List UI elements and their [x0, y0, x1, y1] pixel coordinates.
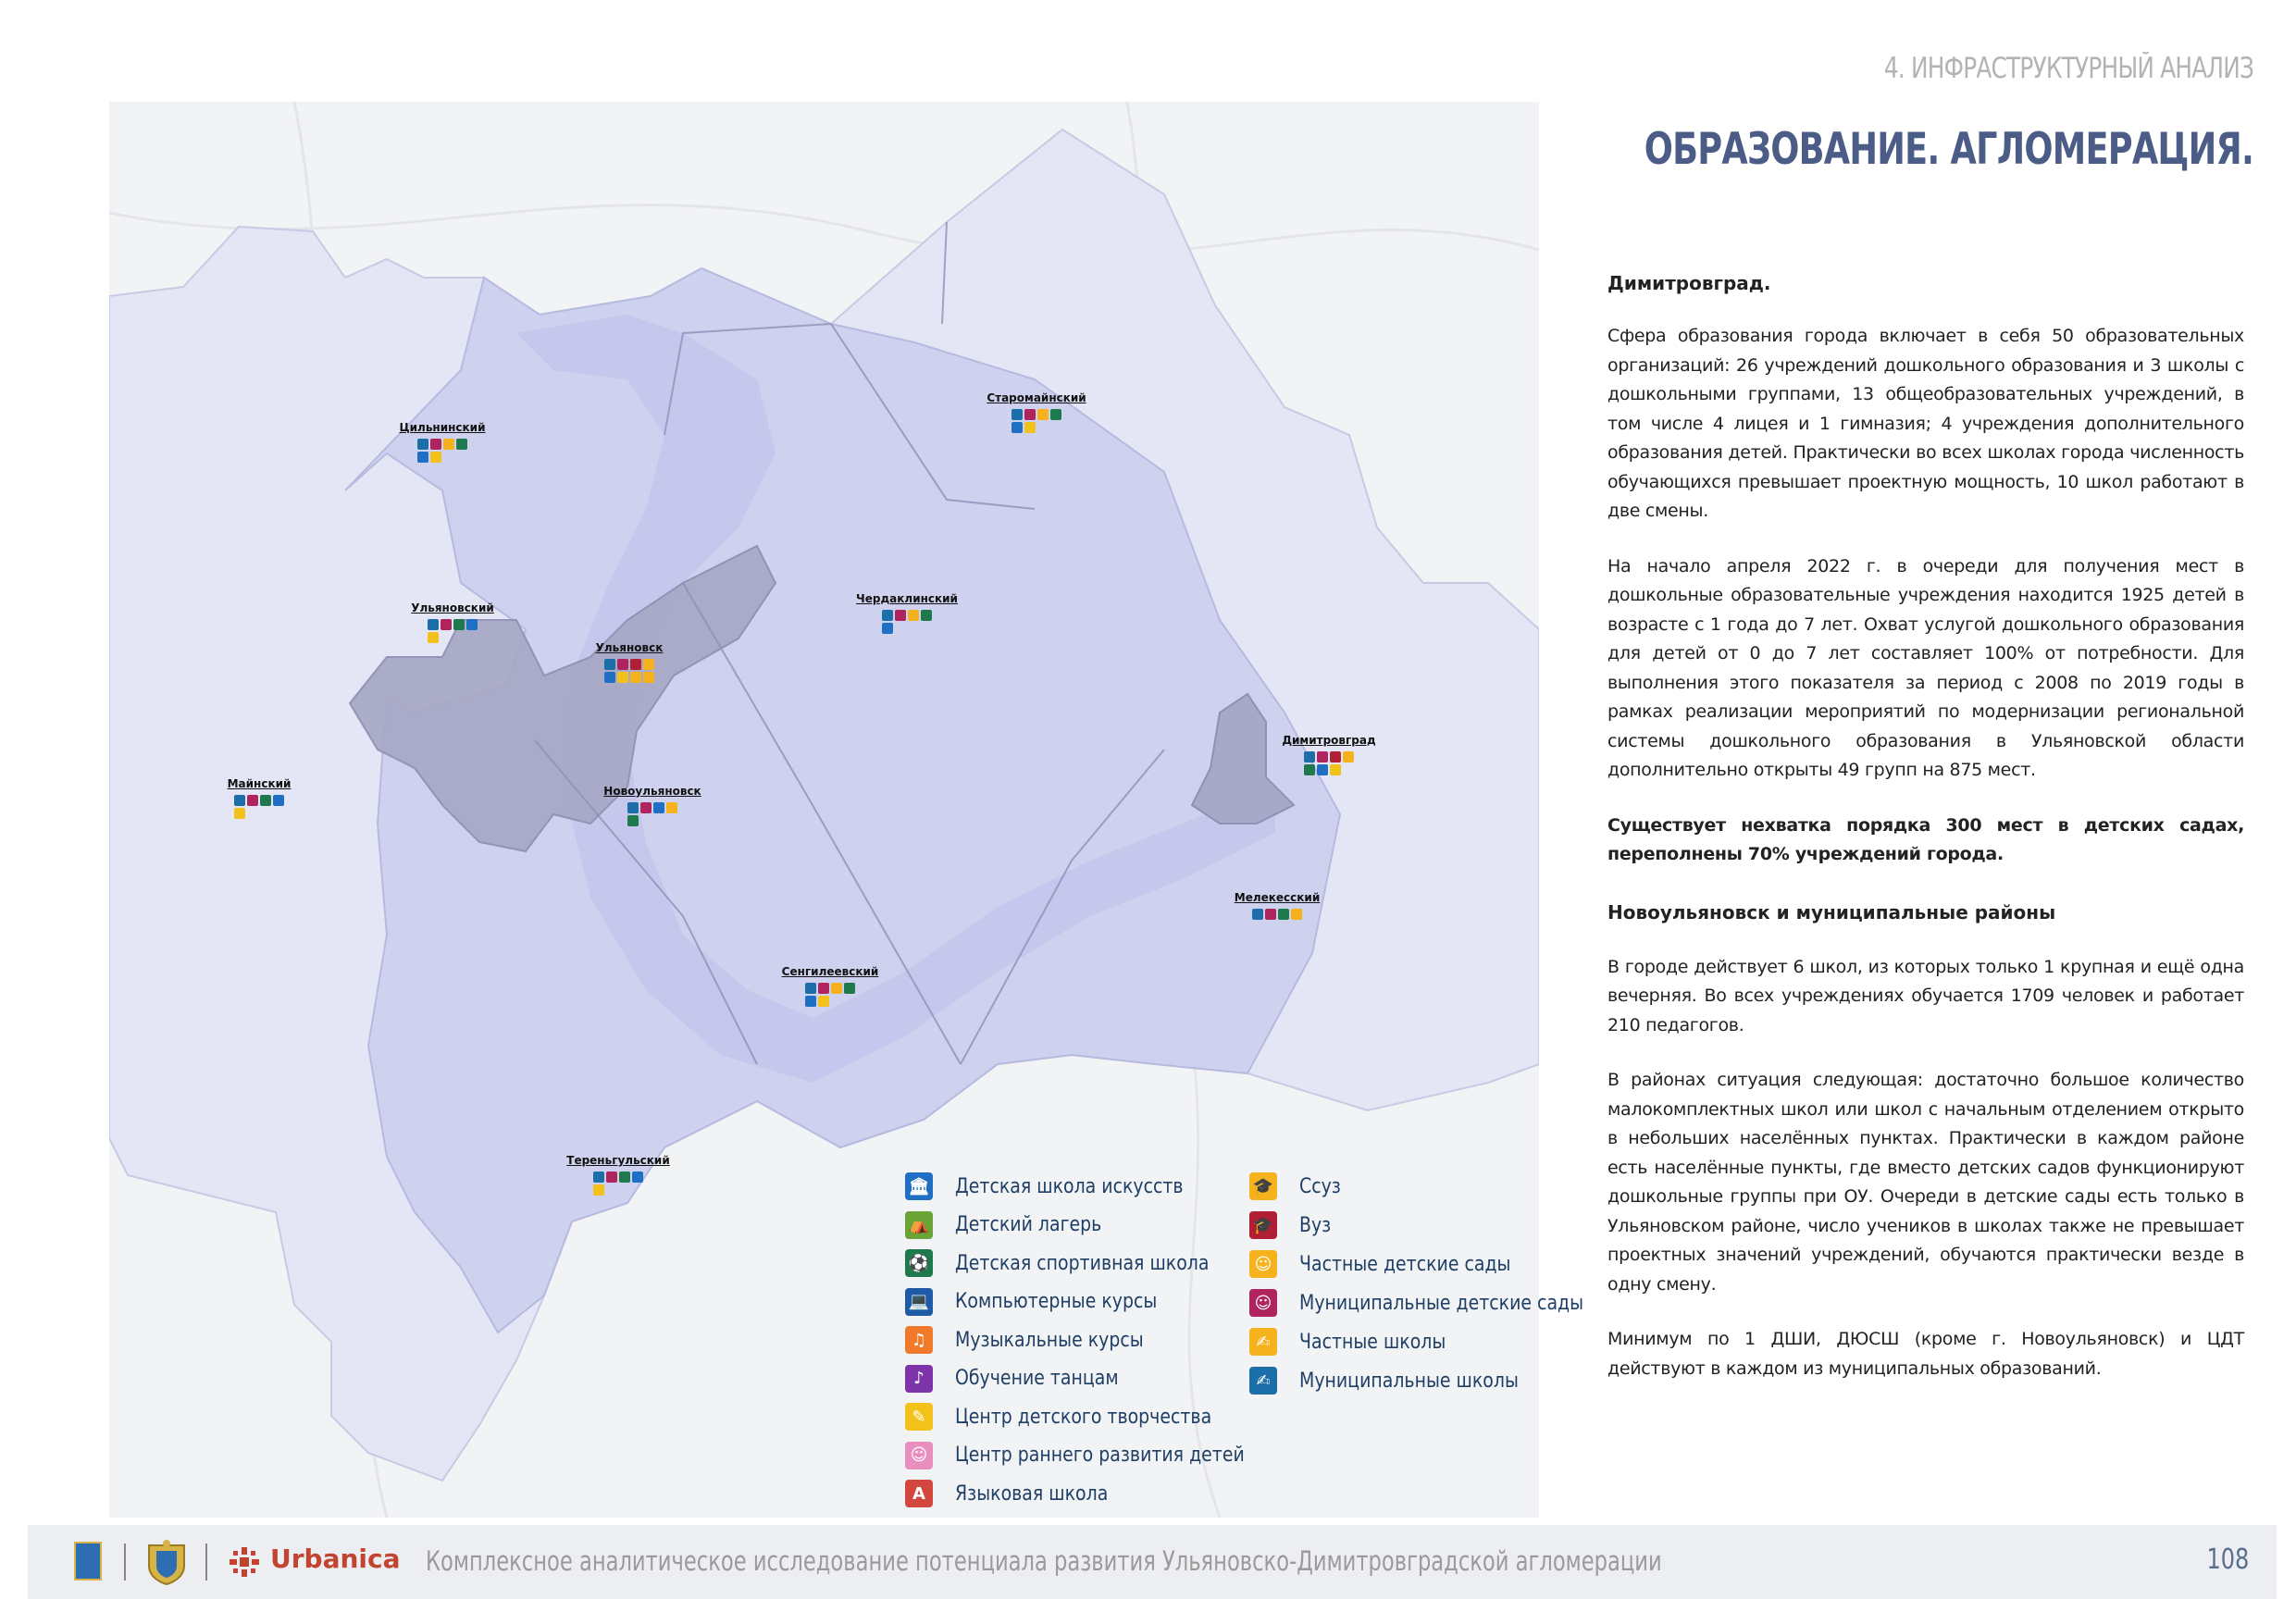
district-label: Чердаклинский	[856, 592, 958, 605]
art-school-icon	[1317, 764, 1328, 775]
region-flag-icon	[74, 1542, 102, 1581]
legend-label: Детский лагерь	[955, 1213, 1102, 1236]
district-facility-icons	[1304, 751, 1354, 775]
legend-item-computer-courses	[905, 1286, 1190, 1318]
sports-school-icon	[844, 983, 855, 994]
municipal-kindergarten-icon	[430, 439, 441, 450]
legend-label: Центр раннего развития детей	[955, 1444, 1245, 1467]
section-label: 4. ИНФРАСТРУКТУРНЫЙ АНАЛИЗ	[1883, 52, 2253, 85]
music-courses-icon: ♫	[905, 1326, 933, 1354]
private-kindergarten-icon	[1037, 409, 1049, 420]
arts-center-icon: ✎	[905, 1403, 933, 1431]
coat-of-arms-icon	[145, 1538, 188, 1586]
legend-item-municipal-kindergarten	[1249, 1287, 1630, 1319]
language-school-icon: A	[905, 1480, 933, 1507]
legend-item-college	[1249, 1171, 1347, 1202]
municipal-kindergarten-icon	[640, 802, 652, 813]
district-label: Новоульяновск	[603, 785, 701, 798]
legend-item-private-school	[1249, 1326, 1470, 1357]
legend-item-art-school	[905, 1171, 1221, 1202]
text-column	[1607, 268, 2244, 1383]
camp-icon: ⛺	[905, 1211, 933, 1239]
brand-name: Urbanica	[270, 1543, 401, 1574]
district-facility-icons	[1252, 909, 1302, 920]
university-icon: 🎓	[1249, 1211, 1277, 1239]
university-icon	[1330, 751, 1341, 762]
private-school-icon	[630, 672, 641, 683]
district-label: Старомайнский	[987, 391, 1086, 404]
district-facility-icons	[1011, 409, 1061, 433]
computer-courses-icon: 💻	[905, 1288, 933, 1316]
legend-label: Центр детского творчества	[955, 1405, 1212, 1429]
district-label: Димитровград	[1282, 734, 1376, 747]
sports-school-icon	[1278, 909, 1289, 920]
sports-school-icon	[1304, 764, 1315, 775]
sports-school-icon	[619, 1172, 630, 1183]
district-facility-icons	[234, 795, 284, 819]
legend-item-language-school	[905, 1478, 1133, 1509]
legend-label: Частные детские сады	[1299, 1252, 1511, 1276]
legend-label: Языковая школа	[955, 1481, 1109, 1506]
municipal-kindergarten-icon	[1024, 409, 1036, 420]
legend-column-right	[1249, 1171, 1584, 1522]
dimitrovgrad-shortage-note: Существует нехватка порядка 300 мест в детских садах, переполнены 70% учреждений города.	[1607, 814, 2244, 864]
municipal-kindergarten-icon	[441, 619, 452, 630]
private-kindergarten-icon	[643, 672, 654, 683]
arts-center-icon	[234, 808, 245, 819]
district-label: Ульяновск	[595, 641, 664, 654]
district-label: Сенгилеевский	[781, 965, 879, 978]
college-icon	[831, 983, 842, 994]
art-school-icon	[273, 795, 284, 806]
art-school-icon	[632, 1172, 643, 1183]
municipal-school-icon	[593, 1172, 604, 1183]
municipal-school-icon: ✍	[1249, 1367, 1277, 1395]
legend-item-municipal-school	[1249, 1365, 1554, 1396]
footer-divider	[124, 1543, 126, 1581]
district-label: Ульяновский	[411, 601, 494, 614]
arts-center-icon	[593, 1184, 604, 1196]
sports-school-icon	[627, 815, 639, 826]
college-icon	[1343, 751, 1354, 762]
sports-school-icon	[456, 439, 467, 450]
legend-label: Частные школы	[1299, 1330, 1446, 1354]
legend-label: Муниципальные детские сады	[1299, 1291, 1584, 1315]
legend-item-music-courses	[905, 1324, 1174, 1356]
municipal-kindergarten-icon	[818, 983, 829, 994]
arts-center-icon	[428, 632, 439, 643]
private-kindergarten-icon: ☺	[1249, 1250, 1277, 1278]
legend-label: Муниципальные школы	[1299, 1369, 1519, 1393]
arts-center-icon	[1330, 764, 1341, 775]
private-school-icon: ✍	[1249, 1328, 1277, 1356]
municipal-school-icon	[417, 439, 428, 450]
sports-school-icon	[1050, 409, 1061, 420]
sports-school-icon	[921, 610, 932, 621]
legend-item-early-development	[905, 1440, 1292, 1471]
legend-item-arts-center	[905, 1401, 1253, 1432]
municipal-kindergarten-icon	[1265, 909, 1276, 920]
sports-school-icon	[453, 619, 465, 630]
municipal-school-icon	[882, 610, 893, 621]
municipal-school-icon	[428, 619, 439, 630]
municipal-kindergarten-icon	[895, 610, 906, 621]
arts-center-icon	[430, 452, 441, 463]
college-icon	[643, 659, 654, 670]
art-school-icon	[466, 619, 478, 630]
private-kindergarten-icon	[1291, 909, 1302, 920]
legend-label: Детская школа искусств	[955, 1174, 1184, 1198]
sports-school-icon	[260, 795, 271, 806]
district-facility-icons	[805, 983, 855, 1007]
dance-icon: ♪	[905, 1365, 933, 1393]
arts-center-icon	[1024, 422, 1036, 433]
legend-label: Вуз	[1299, 1213, 1332, 1237]
urbanica-logo-icon	[228, 1545, 261, 1579]
dimitrovgrad-heading: Димитровград.	[1607, 272, 1771, 294]
art-school-icon	[882, 623, 893, 634]
arts-center-icon	[617, 672, 628, 683]
legend-label: Музыкальные курсы	[955, 1328, 1144, 1352]
novoulyanovsk-heading: Новоульяновск и муниципальные районы	[1607, 900, 2056, 924]
legend-item-sports-school	[905, 1247, 1250, 1279]
footer-divider	[205, 1543, 207, 1581]
legend-label: Компьютерные курсы	[955, 1290, 1158, 1313]
municipal-school-icon	[1304, 751, 1315, 762]
district-facility-icons	[882, 610, 932, 634]
art-school-icon	[417, 452, 428, 463]
municipal-kindergarten-icon	[617, 659, 628, 670]
map-legend	[905, 1171, 1584, 1522]
college-icon	[443, 439, 454, 450]
municipal-kindergarten-icon: ☺	[1249, 1289, 1277, 1317]
art-school-icon: 🏛	[905, 1172, 933, 1200]
arts-center-icon	[818, 996, 829, 1007]
art-school-icon	[1011, 422, 1023, 433]
page-title: ОБРАЗОВАНИЕ. АГЛОМЕРАЦИЯ.	[1644, 124, 2253, 175]
district-label: Цильнинский	[399, 421, 486, 434]
municipal-kindergarten-icon	[606, 1172, 617, 1183]
municipal-school-icon	[234, 795, 245, 806]
dimitrovgrad-paragraph-1: Сфера образования города включает в себя 50 образовательных организаций: 26 учреждений дошкольного образования и 3 школы с дошкольными группами, 13 общеобразовательных учреждений, в том числе 4 лицея и 1 гимназия; 4 учреждения дополнительного образования детей. Практически во всех школах города численность обучающихся превышает проектную мощность, 10 школ работают в две смены.	[1607, 326, 2244, 521]
legend-column-left	[905, 1171, 1257, 1522]
district-facility-icons	[417, 439, 467, 463]
district-label: Мелекесский	[1234, 891, 1321, 904]
college-icon	[666, 802, 677, 813]
art-school-icon	[653, 802, 664, 813]
footer-caption: Комплексное аналитическое исследование потенциала развития Ульяновско-Димитровградской агломерации	[426, 1545, 1662, 1577]
novoulyanovsk-paragraph: В городе действует 6 школ, из которых только 1 крупная и ещё одна вечерняя. Во всех учреждениях обучается 1709 человек и работает 210 педагогов.	[1607, 956, 2244, 1035]
minimum-institutions-paragraph: Минимум по 1 ДШИ, ДЮСШ (кроме г. Новоульяновск) и ЦДТ действуют в каждом из муниципальных образований.	[1607, 1329, 2244, 1379]
sports-school-icon: ⚽	[905, 1249, 933, 1277]
district-facility-icons	[627, 802, 677, 826]
dimitrovgrad-paragraph-2: На начало апреля 2022 г. в очереди для получения мест в дошкольные образовательные учреждения находится 1925 детей в возрасте с 1 года до 7 лет. Охват услугой дошкольного образования для детей от 0 до 7 лет составляет 100% от потребности. Для выполнения этого показателя за период с 2008 по 2019 годы в рамках реализации мероприятий по модернизации региональной системы дошкольного образования в Ульяновской области дополнительно открыты 49 групп на 875 мест.	[1607, 555, 2244, 780]
legend-item-private-kindergarten	[1249, 1248, 1545, 1280]
municipal-kindergarten-icon	[1317, 751, 1328, 762]
legend-label: Детская спортивная школа	[955, 1251, 1210, 1275]
college-icon: 🎓	[1249, 1172, 1277, 1200]
municipal-school-icon	[1252, 909, 1263, 920]
legend-label: Обучение танцам	[955, 1367, 1119, 1390]
page-header	[1472, 52, 2253, 175]
legend-item-camp	[905, 1209, 1125, 1241]
legend-item-university	[1249, 1209, 1336, 1241]
district-facility-icons	[428, 619, 478, 643]
districts-paragraph: В районах ситуация следующая: достаточно большое количество малокомплектных школ или школ с начальным отделением открыто в небольших населённых пунктах. Практически в каждом районе есть населённые пункты, где вместо детских садов функционируют дошкольные группы при ОУ. Очереди в детские сады есть только в Ульяновском районе, число учеников в школах также не превышает проектных значений учреждений, обучаются практически везде в одну смену.	[1607, 1070, 2244, 1295]
college-icon	[908, 610, 919, 621]
municipal-school-icon	[805, 983, 816, 994]
legend-label: Ссуз	[1299, 1174, 1341, 1198]
art-school-icon	[604, 672, 615, 683]
district-label: Тереньгульский	[566, 1154, 670, 1167]
municipal-school-icon	[604, 659, 615, 670]
district-facility-icons	[604, 659, 654, 683]
municipal-kindergarten-icon	[247, 795, 258, 806]
municipal-school-icon	[627, 802, 639, 813]
university-icon	[630, 659, 641, 670]
district-facility-icons	[593, 1172, 643, 1196]
municipal-school-icon	[1011, 409, 1023, 420]
district-label: Майнский	[227, 777, 292, 790]
footer	[28, 1525, 2277, 1599]
legend-item-dance	[905, 1363, 1145, 1395]
art-school-icon	[805, 996, 816, 1007]
early-development-icon: ☺	[905, 1442, 933, 1469]
page-number: 108	[2206, 1543, 2249, 1576]
